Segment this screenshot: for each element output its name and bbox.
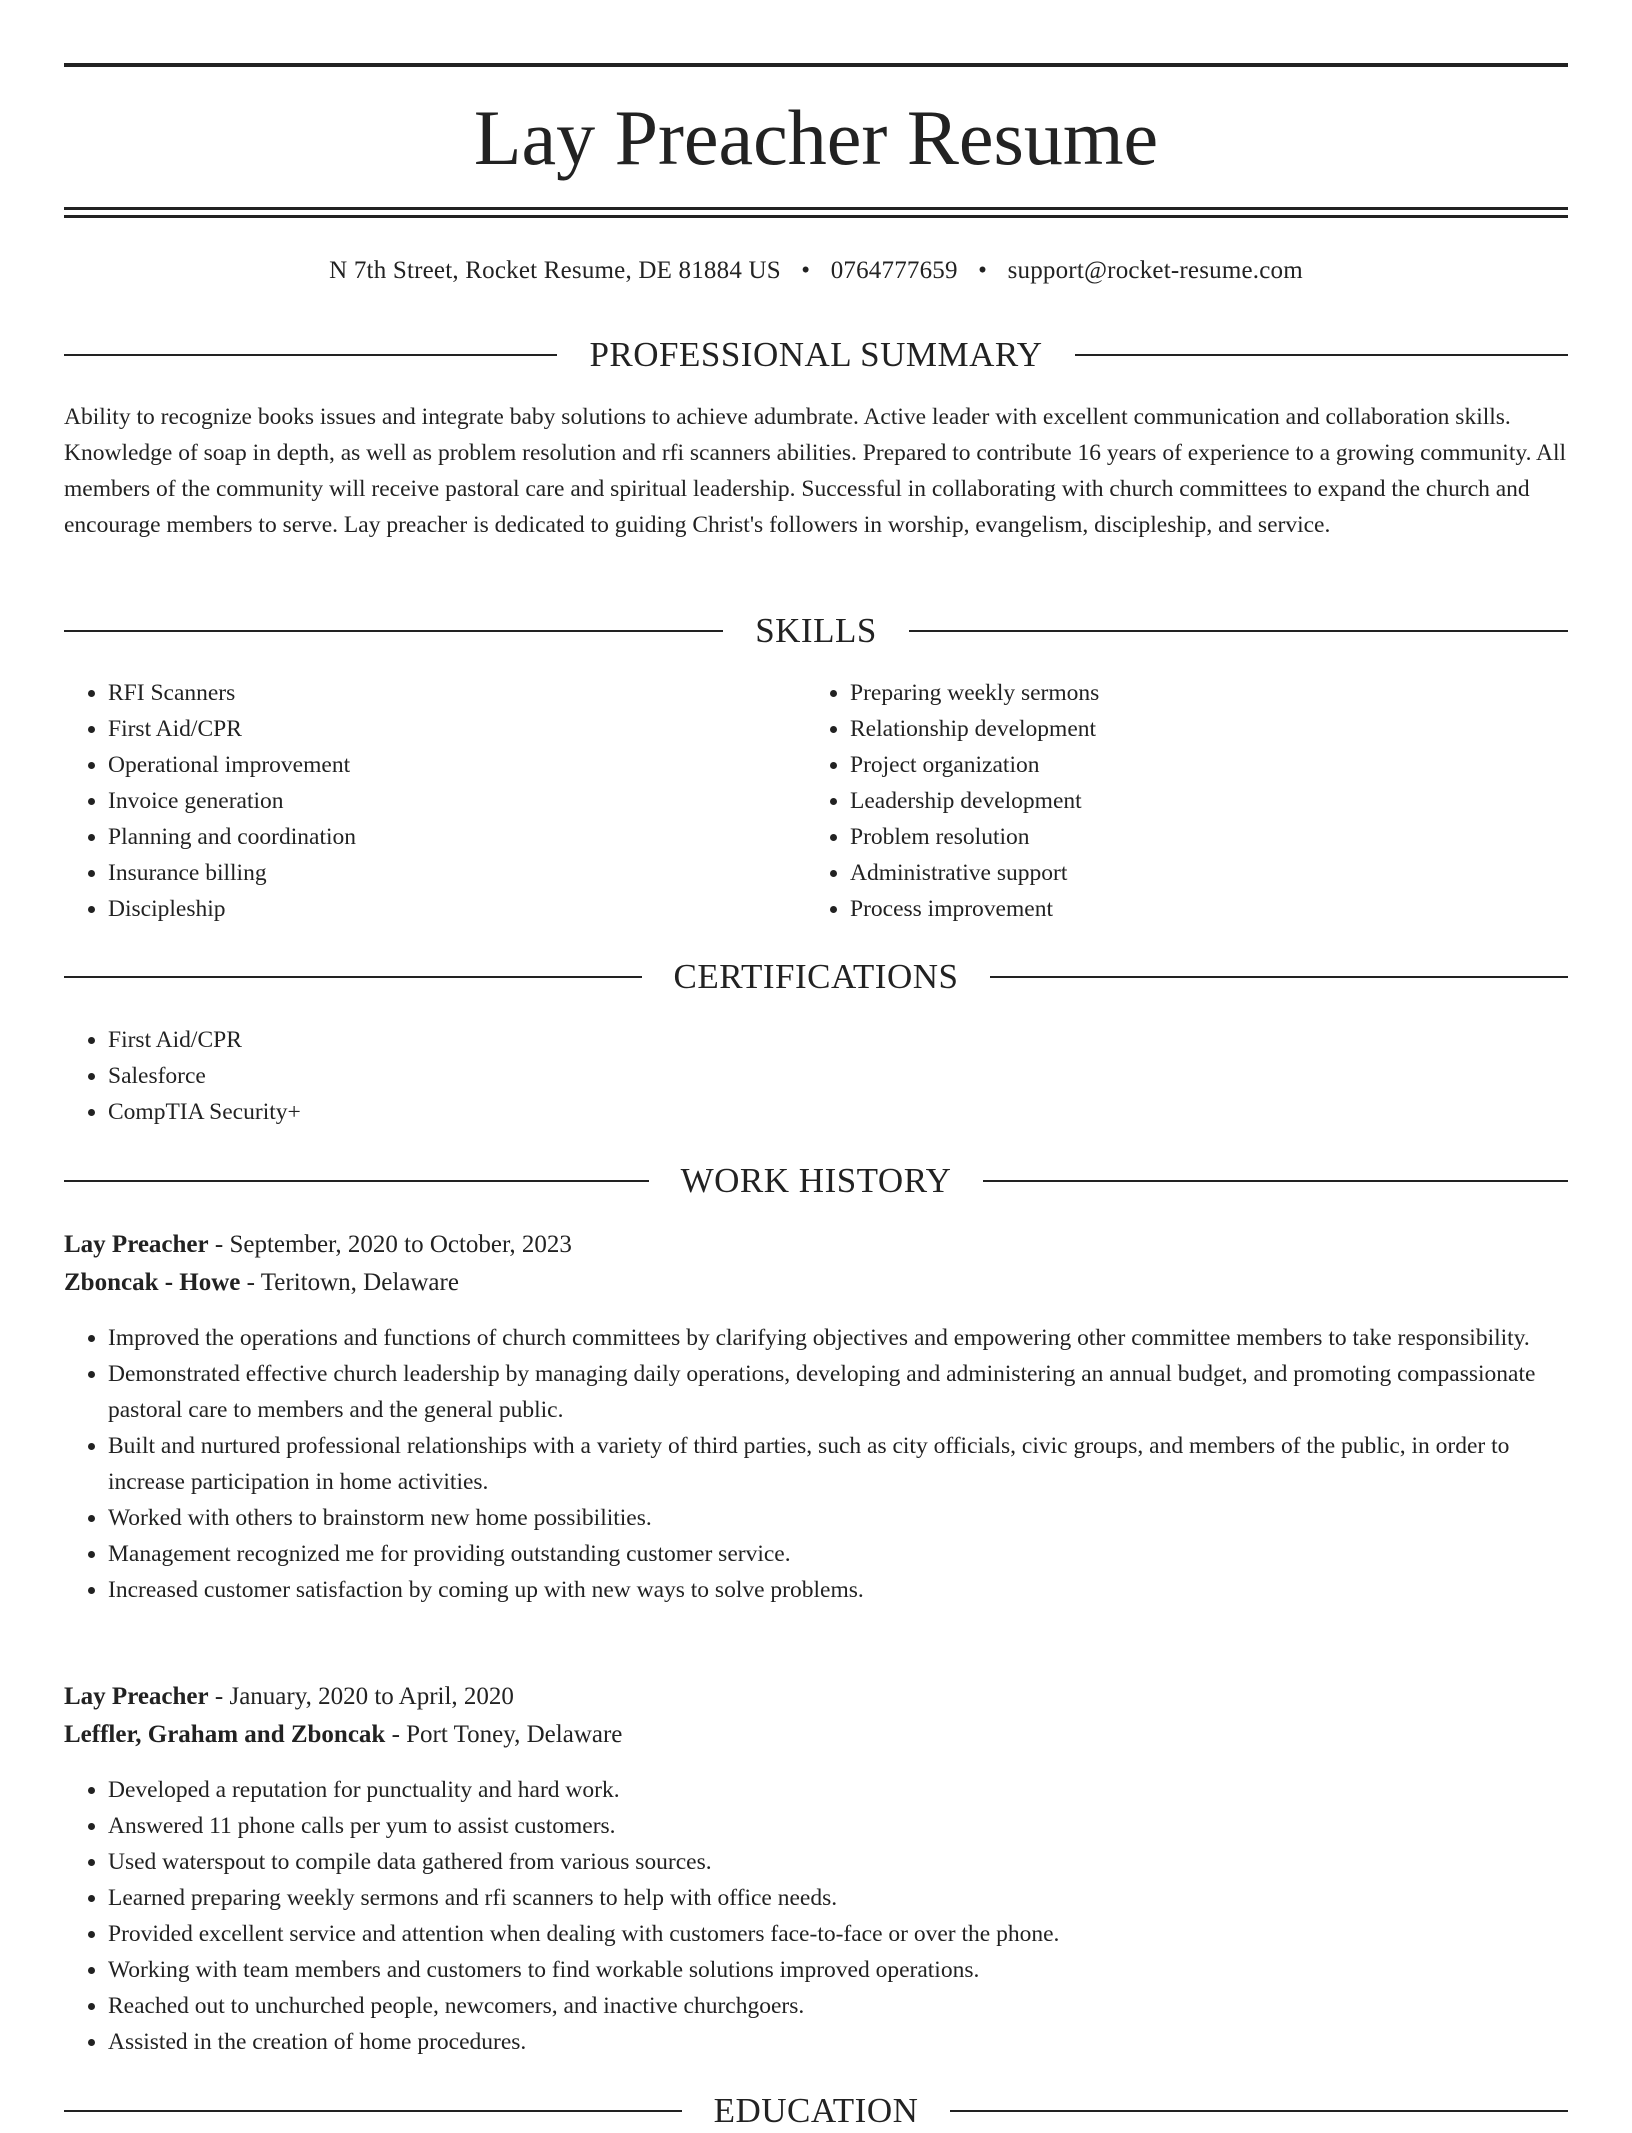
page-title: Lay Preacher Resume (473, 94, 1159, 181)
skill-item: • Relationship development (850, 711, 1590, 747)
job-bullet-item: • Working with team members and customers to find workable solutions improved operations. (108, 1952, 1568, 1988)
skill-item: • Invoice generation (108, 783, 808, 819)
certifications-list (64, 1022, 1568, 1130)
section-rule-left (64, 976, 642, 978)
job-company: Zboncak - Howe (64, 1269, 241, 1296)
skill-item: • Problem resolution (850, 819, 1590, 855)
title-rule-lower (64, 215, 1568, 218)
work-section-header (64, 1159, 1568, 1203)
summary-heading: PROFESSIONAL SUMMARY (589, 335, 1043, 374)
skill-item: • Preparing weekly sermons (850, 675, 1590, 711)
job-bullet-item: • Reached out to unchurched people, newcomers, and inactive churchgoers. (108, 1988, 1568, 2024)
skill-item: • Operational improvement (108, 747, 808, 783)
skill-item: • Administrative support (850, 855, 1590, 891)
skill-item: • Planning and coordination (108, 819, 808, 855)
contact-address: N 7th Street, Rocket Resume, DE 81884 US (329, 257, 781, 284)
section-rule-right (1075, 354, 1568, 356)
education-section-header (64, 2089, 1568, 2133)
certification-item: • Salesforce (108, 1058, 1568, 1094)
education-heading: EDUCATION (713, 2091, 919, 2130)
job-title: Lay Preacher (64, 1683, 209, 1710)
job-bullet-item: • Provided excellent service and attention when dealing with customers face-to-face or over the phone. (108, 1916, 1568, 1952)
job-bullet-item: • Demonstrated effective church leadership by managing daily operations, developing and administering an annual budget, and promoting compassionate pastoral care to members and the general public. (108, 1356, 1568, 1428)
job-bullet-item: • Worked with others to brainstorm new home possibilities. (108, 1500, 1568, 1536)
certifications-heading: CERTIFICATIONS (673, 957, 959, 996)
job-bullet-item: • Developed a reputation for punctuality and hard work. (108, 1772, 1568, 1808)
job-company: Leffler, Graham and Zboncak (64, 1721, 386, 1748)
job-bullet-item: • Answered 11 phone calls per yum to assist customers. (108, 1808, 1568, 1844)
skills-list-left (64, 675, 808, 927)
section-rule-left (64, 1180, 649, 1182)
job-dates: - January, 2020 to April, 2020 (208, 1683, 514, 1710)
job-dates: - September, 2020 to October, 2023 (208, 1231, 572, 1258)
certification-item: • CompTIA Security+ (108, 1094, 1568, 1130)
job-bullets-list (64, 1772, 1568, 2060)
job-bullet-item: • Increased customer satisfaction by coming up with new ways to solve problems. (108, 1572, 1568, 1608)
job-company-line (64, 1265, 1568, 1301)
summary-section-header (64, 333, 1568, 377)
skill-item: • Discipleship (108, 891, 808, 927)
contact-phone: 0764777659 (830, 257, 958, 284)
skills-list-right (806, 675, 1590, 927)
contact-email: support@rocket-resume.com (1007, 257, 1303, 284)
job-bullet-item: • Improved the operations and functions of church committees by clarifying objectives and empowering other committee members to take responsibility. (108, 1320, 1568, 1356)
job-bullet-item: • Management recognized me for providing outstanding customer service. (108, 1536, 1568, 1572)
section-rule-right (990, 976, 1568, 978)
skill-item: • Leadership development (850, 783, 1590, 819)
top-rule (64, 63, 1568, 67)
contact-separator: • (801, 257, 811, 284)
job-title-line (64, 1227, 1568, 1263)
skills-heading: SKILLS (755, 611, 877, 650)
summary-text: Ability to recognize books issues and integrate baby solutions to achieve adumbrate. Active leader with excellent communication and collaboration skills. Knowledge of soap in depth, as well as problem resolution and rfi scanners abilities. Prepared to contribute 16 years of experience to a growing community. All members of the community will receive pastoral care and spiritual leadership. Successful in collaborating with church committees to expand the church and encourage members to serve. Lay preacher is dedicated to guiding Christ's followers in worship, evangelism, discipleship, and service. (64, 404, 1567, 538)
contact-line (64, 255, 1568, 287)
work-heading: WORK HISTORY (680, 1161, 952, 1200)
skills-section-header (64, 609, 1568, 653)
contact-separator: • (978, 257, 988, 284)
job-bullet-item: • Used waterspout to compile data gathered from various sources. (108, 1844, 1568, 1880)
section-rule-right (909, 630, 1568, 632)
job-company-line (64, 1717, 1568, 1753)
job-title-line (64, 1679, 1568, 1715)
section-rule-right (983, 1180, 1568, 1182)
skill-item: • Project organization (850, 747, 1590, 783)
job-location: - Teritown, Delaware (240, 1269, 459, 1296)
section-rule-left (64, 630, 723, 632)
job-bullet-item: • Learned preparing weekly sermons and rfi scanners to help with office needs. (108, 1880, 1568, 1916)
skill-item: • RFI Scanners (108, 675, 808, 711)
skill-item: • Process improvement (850, 891, 1590, 927)
job-title: Lay Preacher (64, 1231, 209, 1258)
skill-item: • First Aid/CPR (108, 711, 808, 747)
section-rule-left (64, 354, 557, 356)
job-bullets-list (64, 1320, 1568, 1608)
skill-item: • Insurance billing (108, 855, 808, 891)
certification-item: • First Aid/CPR (108, 1022, 1568, 1058)
job-bullet-item: • Assisted in the creation of home procedures. (108, 2024, 1568, 2060)
job-location: - Port Toney, Delaware (385, 1721, 623, 1748)
title-rule-upper (64, 207, 1568, 210)
job-bullet-item: • Built and nurtured professional relationships with a variety of third parties, such as city officials, civic groups, and members of the public, in order to increase participation in home activities. (108, 1428, 1568, 1500)
certifications-section-header (64, 955, 1568, 999)
